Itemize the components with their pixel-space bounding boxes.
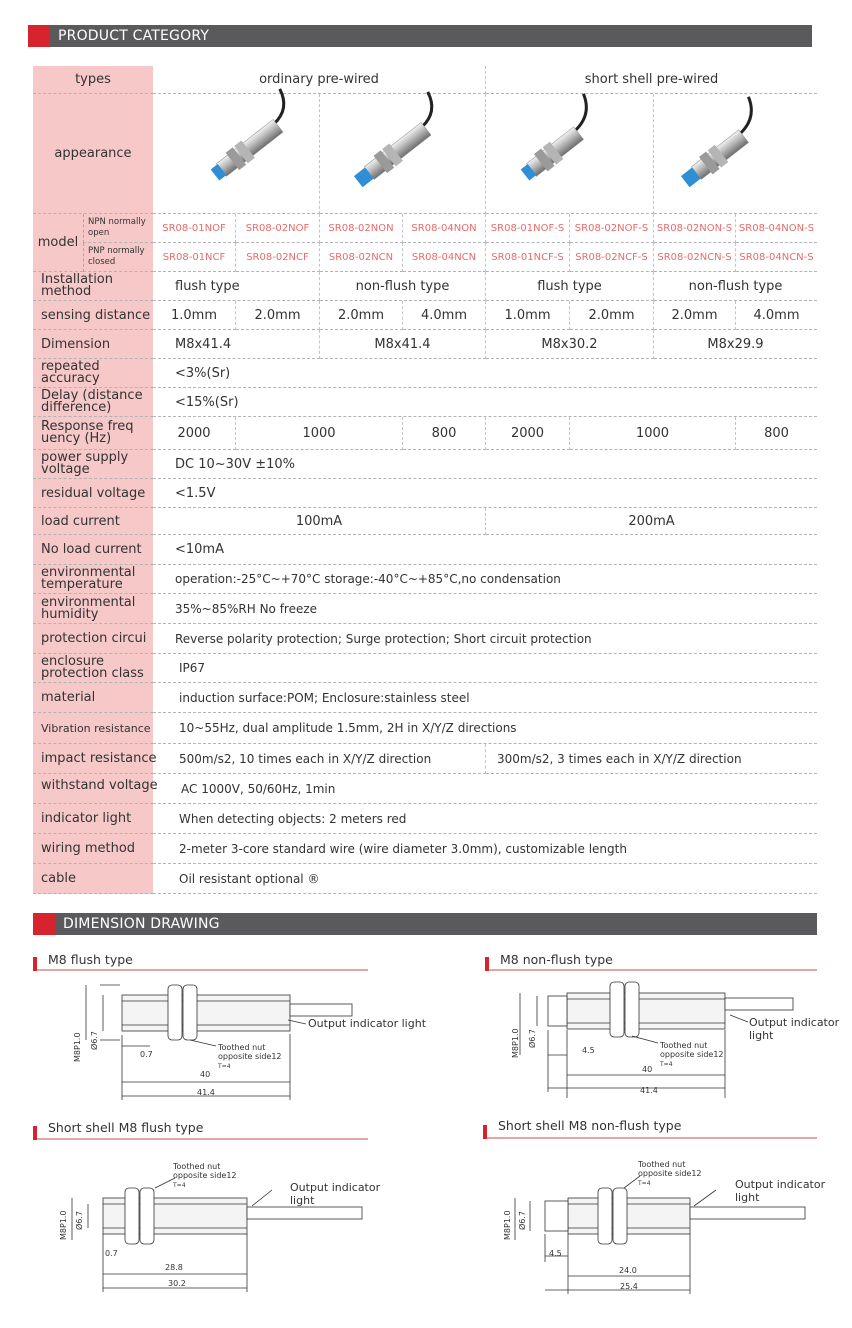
sensing-label: sensing distance xyxy=(33,301,153,330)
sensing-value: 2.0mm xyxy=(236,301,320,330)
drawing-short-nonflush xyxy=(515,1176,805,1294)
section-title: DIMENSION DRAWING xyxy=(63,916,220,932)
envtemp-label: environmental temperature xyxy=(33,565,153,594)
freq-value: 2000 xyxy=(153,417,236,450)
nut-label: Toothed nut xyxy=(173,1162,221,1171)
dim-value: 0.7 xyxy=(140,1050,153,1059)
drawing-labels xyxy=(59,1016,840,1291)
vibration-label: Vibration resistance xyxy=(33,713,153,744)
install-value: non-flush type xyxy=(654,272,817,301)
dia-label: Ø6.7 xyxy=(75,1210,84,1230)
dim-value: 4.5 xyxy=(582,1046,595,1055)
envhum-label: environmental humidity xyxy=(33,594,153,624)
material-value: induction surface:POM; Enclosure:stainless steel xyxy=(153,683,817,713)
npn-model: SR08-01NOF xyxy=(153,214,236,243)
dim-value: 24.0 xyxy=(619,1266,637,1275)
withstand-value: AC 1000V, 50/60Hz, 1min xyxy=(153,774,817,804)
drawing-title: Short shell M8 non-flush type xyxy=(498,1118,682,1133)
sensing-value: 2.0mm xyxy=(570,301,654,330)
envtemp-value: operation:-25°C~+70°C storage:-40°C~+85°C,no condensation xyxy=(153,565,817,594)
drawing-short-flush xyxy=(72,1178,362,1292)
appearance-label: appearance xyxy=(33,94,153,214)
residual-label: residual voltage xyxy=(33,479,153,508)
freq-value: 1000 xyxy=(236,417,403,450)
sensing-value: 2.0mm xyxy=(654,301,736,330)
pnp-model: SR08-02NCN xyxy=(320,243,403,272)
nut-label: opposite side12 xyxy=(660,1050,724,1059)
load-value: 100mA xyxy=(153,508,486,535)
thread-label: M8P1.0 xyxy=(503,1210,512,1240)
noload-value: <10mA xyxy=(153,535,817,565)
enclosure-value: IP67 xyxy=(153,654,817,683)
pnp-model: SR08-02NCN-S xyxy=(654,243,736,272)
output-label: Output indicator light xyxy=(308,1017,427,1030)
sensing-value: 1.0mm xyxy=(153,301,236,330)
nut-label: T=4 xyxy=(173,1182,186,1189)
dim-value: 4.5 xyxy=(549,1249,562,1258)
load-label: load current xyxy=(33,508,153,535)
section-title: PRODUCT CATEGORY xyxy=(58,28,210,44)
sensing-value: 4.0mm xyxy=(736,301,817,330)
dimension-value: M8x30.2 xyxy=(486,330,654,359)
nut-label: T=4 xyxy=(660,1061,673,1068)
type-ordinary: ordinary pre-wired xyxy=(153,66,486,94)
power-label: power supply voltage xyxy=(33,450,153,479)
indicator-value: When detecting objects: 2 meters red xyxy=(153,804,817,834)
nut-label: T=4 xyxy=(638,1180,651,1187)
npn-model: SR08-02NOF-S xyxy=(570,214,654,243)
repeat-value: <3%(Sr) xyxy=(153,359,817,388)
sensing-value: 1.0mm xyxy=(486,301,570,330)
dim-value: 41.4 xyxy=(640,1086,658,1095)
dimension-label: Dimension xyxy=(33,330,153,359)
light-label: light xyxy=(749,1029,774,1042)
residual-value: <1.5V xyxy=(153,479,817,508)
protect-label: protection circui xyxy=(33,624,153,654)
dim-value: 25.4 xyxy=(620,1282,638,1291)
types-label: types xyxy=(33,66,153,94)
nut-label: Toothed nut xyxy=(218,1043,266,1052)
dim-value: 28.8 xyxy=(165,1263,183,1272)
cable-value: Oil resistant optional ® xyxy=(153,864,817,894)
nut-label: Toothed nut xyxy=(660,1041,708,1050)
sensing-value: 4.0mm xyxy=(403,301,486,330)
freq-value: 800 xyxy=(736,417,817,450)
light-label: light xyxy=(735,1191,760,1204)
npn-model: SR08-04NON-S xyxy=(736,214,817,243)
nut-label: T=4 xyxy=(218,1063,231,1070)
indicator-label: indicator light xyxy=(33,804,153,834)
nut-label: opposite side12 xyxy=(173,1171,237,1180)
pnp-model: SR08-01NCF xyxy=(153,243,236,272)
freq-label: Response freq uency (Hz) xyxy=(33,417,153,450)
output-label: Output indicator xyxy=(735,1178,826,1191)
impact-value: 500m/s2, 10 times each in X/Y/Z direction xyxy=(153,744,486,774)
material-label: material xyxy=(33,683,153,713)
nut-label: opposite side12 xyxy=(638,1169,702,1178)
withstand-label: withstand voltage xyxy=(33,774,153,804)
pnp-model: SR08-04NCN-S xyxy=(736,243,817,272)
thread-label: M8P1.0 xyxy=(73,1032,82,1062)
vibration-value: 10~55Hz, dual amplitude 1.5mm, 2H in X/Y/Z directions xyxy=(153,713,817,744)
pnp-model: SR08-01NCF-S xyxy=(486,243,570,272)
output-label: Output indicator xyxy=(749,1016,840,1029)
sensing-value: 2.0mm xyxy=(320,301,403,330)
install-value: flush type xyxy=(486,272,654,301)
freq-value: 800 xyxy=(403,417,486,450)
delay-label: Delay (distance difference) xyxy=(33,388,153,417)
pnp-model: SR08-04NCN xyxy=(403,243,486,272)
npn-label: NPN normally open xyxy=(83,214,153,243)
drawing-title: M8 flush type xyxy=(48,952,133,967)
noload-label: No load current xyxy=(33,535,153,565)
delay-value: <15%(Sr) xyxy=(153,388,817,417)
dia-label: Ø6.7 xyxy=(518,1210,527,1230)
envhum-value: 35%~85%RH No freeze xyxy=(153,594,817,624)
dim-value: 40 xyxy=(642,1065,653,1074)
output-label: Output indicator xyxy=(290,1181,381,1194)
dia-label: Ø6.7 xyxy=(90,1030,99,1050)
install-value: non-flush type xyxy=(320,272,486,301)
pnp-model: SR08-02NCF-S xyxy=(570,243,654,272)
thread-label: M8P1.0 xyxy=(511,1028,520,1058)
dimension-value: M8x41.4 xyxy=(320,330,486,359)
install-value: flush type xyxy=(153,272,320,301)
dim-value: 0.7 xyxy=(105,1249,118,1258)
dia-label: Ø6.7 xyxy=(528,1028,537,1048)
freq-value: 1000 xyxy=(570,417,736,450)
pnp-model: SR08-02NCF xyxy=(236,243,320,272)
protect-value: Reverse polarity protection; Surge protection; Short circuit protection xyxy=(153,624,817,654)
drawing-title: M8 non-flush type xyxy=(500,952,613,967)
load-value: 200mA xyxy=(486,508,817,535)
light-label: light xyxy=(290,1194,315,1207)
wiring-label: wiring method xyxy=(33,834,153,864)
npn-model: SR08-02NON-S xyxy=(654,214,736,243)
nut-label: Toothed nut xyxy=(638,1160,686,1169)
cable-label: cable xyxy=(33,864,153,894)
dim-value: 40 xyxy=(200,1070,211,1079)
nut-label: opposite side12 xyxy=(218,1052,282,1061)
power-value: DC 10~30V ±10% xyxy=(153,450,817,479)
model-label: model xyxy=(33,214,83,272)
dimension-value: M8x41.4 xyxy=(153,330,320,359)
npn-model: SR08-04NON xyxy=(403,214,486,243)
impact-label: impact resistance xyxy=(33,744,153,774)
dim-value: 30.2 xyxy=(168,1279,186,1288)
enclosure-label: enclosure protection class xyxy=(33,654,153,683)
repeat-label: repeated accuracy xyxy=(33,359,153,388)
type-short: short shell pre-wired xyxy=(486,66,817,94)
freq-value: 2000 xyxy=(486,417,570,450)
npn-model: SR08-02NOF xyxy=(236,214,320,243)
wiring-value: 2-meter 3-core standard wire (wire diameter 3.0mm), customizable length xyxy=(153,834,817,864)
drawing-title: Short shell M8 flush type xyxy=(48,1120,204,1135)
dim-value: 41.4 xyxy=(197,1088,215,1097)
npn-model: SR08-02NON xyxy=(320,214,403,243)
dimension-value: M8x29.9 xyxy=(654,330,817,359)
pnp-label: PNP normally closed xyxy=(83,243,153,272)
npn-model: SR08-01NOF-S xyxy=(486,214,570,243)
thread-label: M8P1.0 xyxy=(59,1210,68,1240)
impact-value: 300m/s2, 3 times each in X/Y/Z direction xyxy=(486,744,817,774)
install-label: Installation method xyxy=(33,272,153,301)
